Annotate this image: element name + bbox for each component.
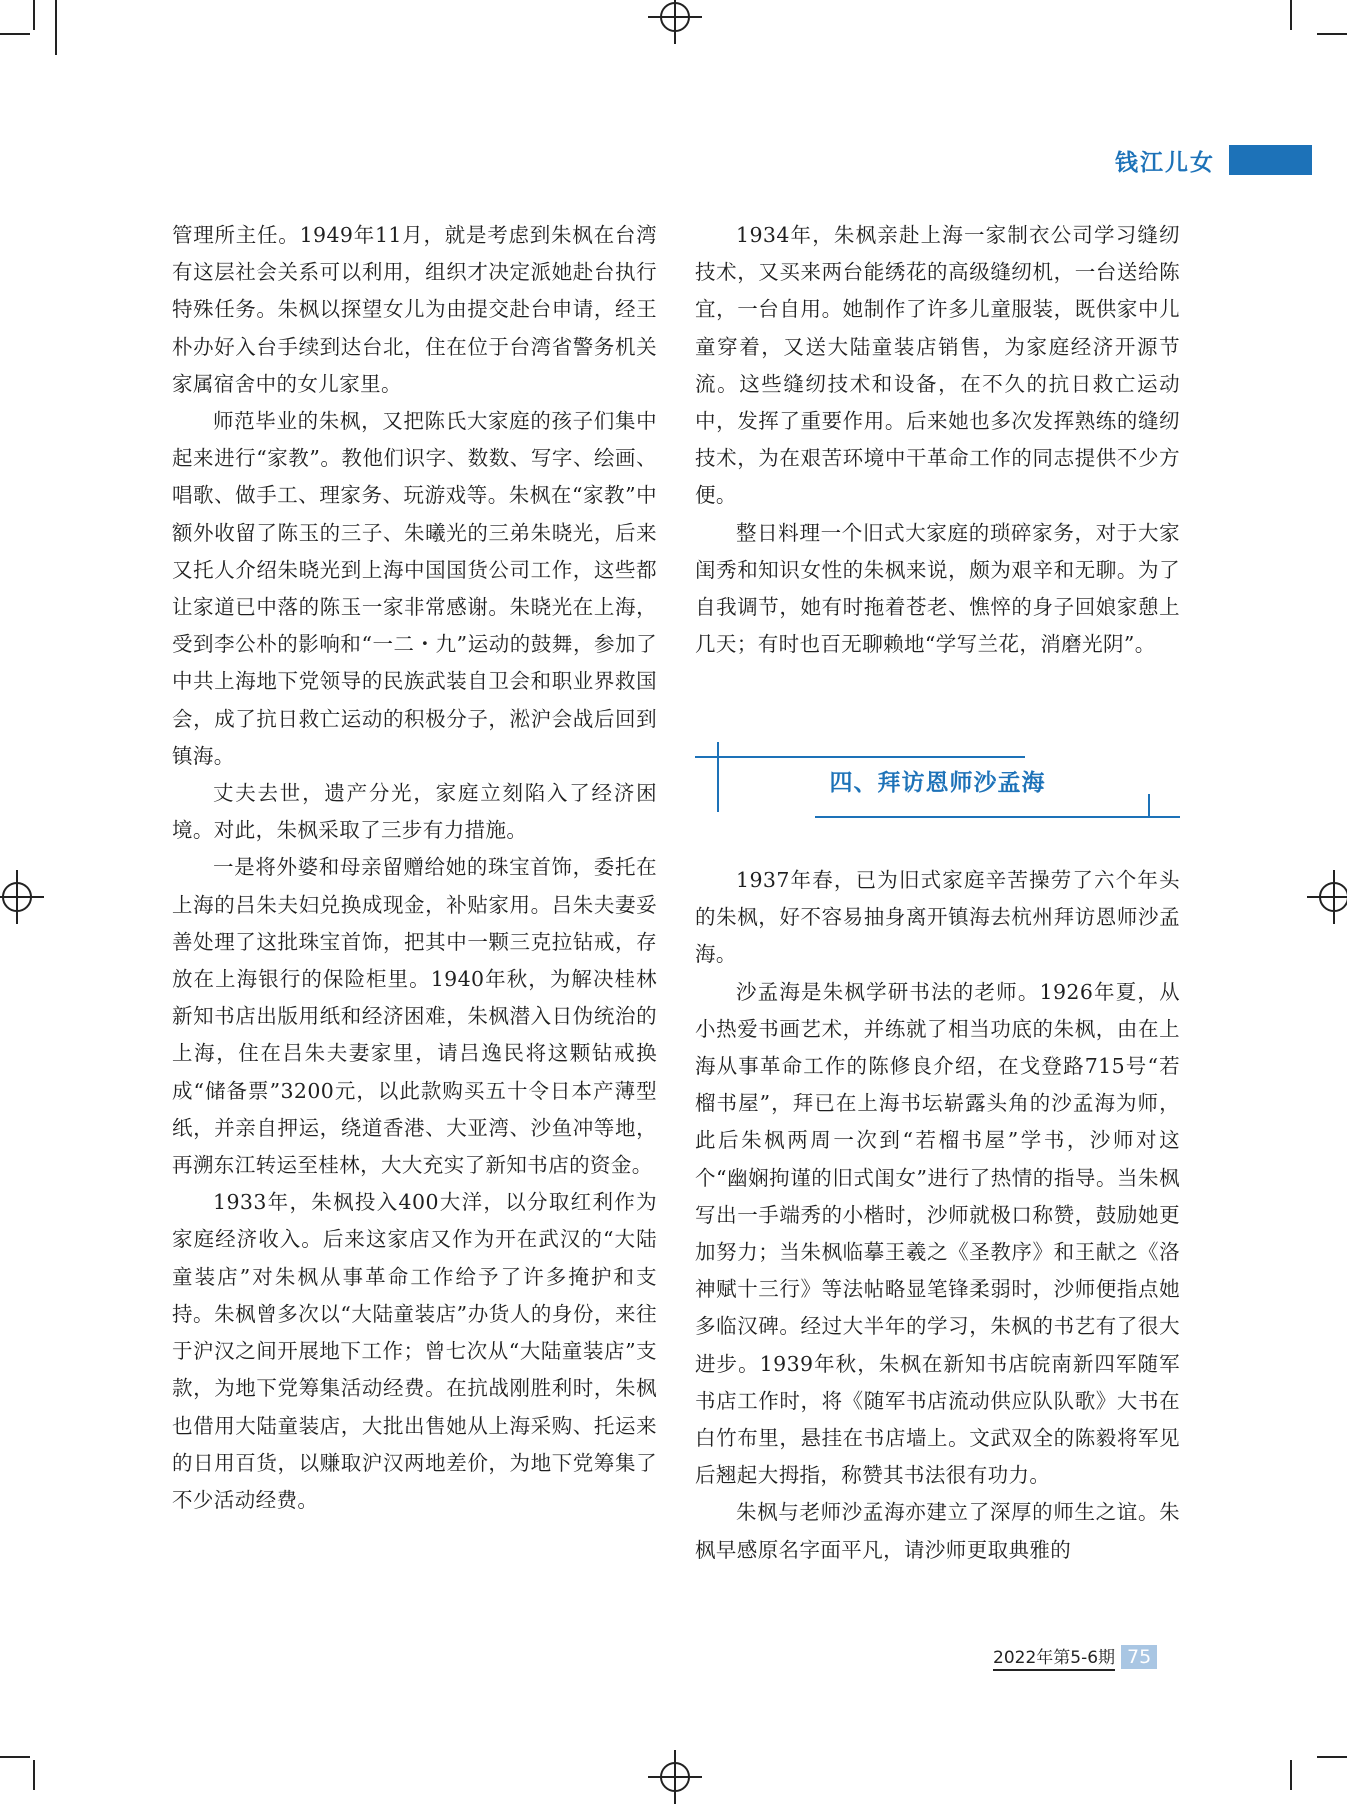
heading-rule	[695, 756, 1025, 758]
section-title: 钱江儿女	[1115, 149, 1215, 176]
paragraph: 丈夫去世，遗产分光，家庭立刻陷入了经济困境。对此，朱枫采取了三步有力措施。	[172, 781, 657, 843]
subsection-heading	[695, 742, 1180, 824]
paragraph: 沙孟海是朱枫学研书法的老师。1926年夏，从小热爱书画艺术，并练就了相当功底的朱枫，由在上海从事革命工作的陈修良介绍，在戈登路715号“若榴书屋”，拜已在上海书坛崭露头角的沙孟海为师，此后朱枫两周一次到“若榴书屋”学书，沙师对这个“幽娴拘谨的旧式闺女”进行了热情的指导。当朱枫写出一手端秀的小楷时，沙师就极口称赞，鼓励她更加努力；当朱枫临摹王羲之《圣教序》和王献之《洛神赋十三行》等法帖略显笔锋柔弱时，沙师便指点她多临汉碑。经过大半年的学习，朱枫的书艺有了很大进步。1939年秋，朱枫在新知书店皖南新四军随军书店工作时，将《随军书店流动供应队队歌》大书在白竹布里，悬挂在书店墙上。文武双全的陈毅将军见后翘起大拇指，称赞其书法很有功力。	[695, 979, 1180, 1488]
crop-mark	[1317, 1756, 1347, 1758]
crop-mark	[55, 0, 57, 55]
page-footer	[993, 1642, 1157, 1672]
heading-rule	[1148, 794, 1150, 816]
left-column	[172, 217, 657, 1519]
registration-mark	[1319, 882, 1347, 912]
paragraph: 一是将外婆和母亲留赠给她的珠宝首饰，委托在上海的吕朱夫妇兑换成现金，补贴家用。吕朱夫妻妥善处理了这批珠宝首饰，把其中一颗三克拉钻戒，存放在上海银行的保险柜里。1940年秋，为解决桂林新知书店出版用纸和经济困难，朱枫潜入日伪统治的上海，住在吕朱夫妻家里，请吕逸民将这颗钻戒换成“储备票”3200元，以此款购买五十令日本产薄型纸，并亲自押运，绕道香港、大亚湾、沙鱼冲等地，再溯东江转运至桂林，大大充实了新知书店的资金。	[172, 855, 657, 1178]
crop-mark	[1317, 33, 1347, 35]
registration-mark	[660, 2, 690, 32]
registration-mark	[2, 882, 32, 912]
paragraph: 1937年春，已为旧式家庭辛苦操劳了六个年头的朱枫，好不容易抽身离开镇海去杭州拜访恩师沙孟海。	[695, 868, 1180, 967]
section-color-bar	[1229, 145, 1312, 175]
page-number: 75	[1121, 1645, 1157, 1669]
paragraph: 朱枫与老师沙孟海亦建立了深厚的师生之谊。朱枫早感原名字面平凡，请沙师更取典雅的	[695, 1500, 1180, 1562]
crop-mark	[0, 33, 30, 35]
paragraph: 师范毕业的朱枫，又把陈氏大家庭的孩子们集中起来进行“家教”。教他们识字、数数、写字、绘画、唱歌、做手工、理家务、玩游戏等。朱枫在“家教”中额外收留了陈玉的三子、朱曦光的三弟朱晓光，后来又托人介绍朱晓光到上海中国国货公司工作，这些都让家道已中落的陈玉一家非常感谢。朱晓光在上海，受到李公朴的影响和“一二・九”运动的鼓舞，参加了中共上海地下党领导的民族武装自卫会和职业界救国会，成了抗日救亡运动的积极分子，淞沪会战后回到镇海。	[172, 409, 657, 768]
paragraph: 1933年，朱枫投入400大洋，以分取红利作为家庭经济收入。后来这家店又作为开在武汉的“大陆童装店”对朱枫从事革命工作给予了许多掩护和支持。朱枫曾多次以“大陆童装店”办货人的身份，来往于沪汉之间开展地下工作；曾七次从“大陆童装店”支款，为地下党筹集活动经费。在抗战刚胜利时，朱枫也借用大陆童装店，大批出售她从上海采购、托运来的日用百货，以赚取沪汉两地差价，为地下党筹集了不少活动经费。	[172, 1190, 657, 1512]
issue-label: 2022年第5-6期	[993, 1643, 1115, 1671]
crop-mark	[1290, 1760, 1292, 1790]
paragraph: 管理所主任。1949年11月，就是考虑到朱枫在台湾有这层社会关系可以利用，组织才决定派她赴台执行特殊任务。朱枫以探望女儿为由提交赴台申请，经王朴办好入台手续到达台北，住在位于台湾省警务机关家属宿舍中的女儿家里。	[172, 223, 657, 396]
heading-rule	[815, 816, 1180, 818]
paragraph: 整日料理一个旧式大家庭的琐碎家务，对于大家闺秀和知识女性的朱枫来说，颇为艰辛和无聊。为了自我调节，她有时拖着苍老、憔悴的身子回娘家憩上几天；有时也百无聊赖地“学写兰花，消磨光阴”。	[695, 520, 1180, 657]
crop-mark	[33, 1760, 35, 1790]
right-column-bottom	[695, 862, 1180, 1569]
heading-title: 四、拜访恩师沙孟海	[829, 770, 1046, 796]
registration-mark	[660, 1762, 690, 1792]
paragraph: 1934年，朱枫亲赴上海一家制衣公司学习缝纫技术，又买来两台能绣花的高级缝纫机，一台送给陈宜，一台自用。她制作了许多儿童服装，既供家中儿童穿着，又送大陆童装店销售，为家庭经济开源节流。这些缝纫技术和设备，在不久的抗日救亡运动中，发挥了重要作用。后来她也多次发挥熟练的缝纫技术，为在艰苦环境中干革命工作的同志提供不少方便。	[695, 223, 1180, 508]
crop-mark	[0, 1756, 30, 1758]
right-column-top	[695, 217, 1180, 663]
crop-mark	[33, 0, 35, 30]
crop-mark	[1290, 0, 1292, 30]
section-header	[1115, 144, 1347, 176]
